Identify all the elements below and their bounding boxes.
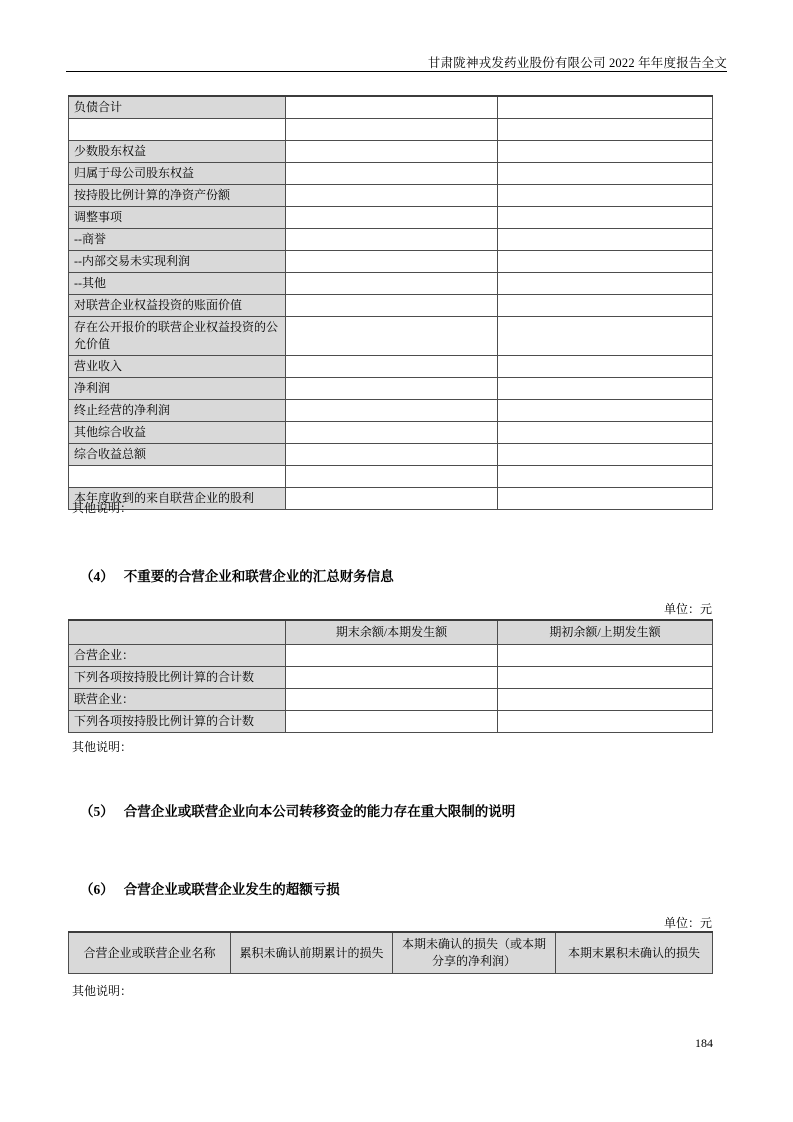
report-header-title: 甘肃陇神戎发药业股份有限公司 2022 年年度报告全文 [427,56,727,70]
value-cell [286,96,498,119]
row-label: 合营企业： [69,645,286,667]
row-label: 按持股比例计算的净资产份额 [69,185,286,207]
row-label: 存在公开报价的联营企业权益投资的公允价值 [69,317,286,356]
table-row [69,96,713,119]
value-cell [286,711,498,733]
table-row [69,295,713,317]
row-label: 终止经营的净利润 [69,400,286,422]
value-cell [286,689,498,711]
value-cell [286,273,498,295]
section-number: （5） [80,804,114,819]
row-label [69,119,286,141]
value-cell [498,207,713,229]
row-label: 营业收入 [69,356,286,378]
value-cell [498,185,713,207]
value-cell [286,378,498,400]
row-label: 综合收益总额 [69,444,286,466]
value-cell [286,317,498,356]
section-heading-4 [80,565,394,585]
row-label: 对联营企业权益投资的账面价值 [69,295,286,317]
header-cell: 期初余额/上期发生额 [498,620,713,645]
value-cell [498,356,713,378]
value-cell [498,444,713,466]
other-note-label: 其他说明： [72,984,133,998]
header-cell: 本期末累积未确认的损失 [556,932,713,974]
value-cell [498,689,713,711]
value-cell [286,141,498,163]
value-cell [286,207,498,229]
table-row [69,229,713,251]
associates-summary-financials-table [68,95,713,510]
header-cell: 累积未确认前期累计的损失 [231,932,393,974]
value-cell [286,251,498,273]
row-label: 负债合计 [69,96,286,119]
value-cell [498,295,713,317]
value-cell [286,229,498,251]
other-note-label: 其他说明： [72,501,133,515]
value-cell [286,488,498,510]
header-cell: 本期未确认的损失（或本期分享的净利润） [393,932,556,974]
value-cell [286,163,498,185]
table-row [69,400,713,422]
value-cell [498,96,713,119]
row-label: 净利润 [69,378,286,400]
value-cell [286,119,498,141]
row-label: 本年度收到的来自联营企业的股利 [69,488,286,510]
section-title: 合营企业或联营企业发生的超额亏损 [123,882,340,897]
section-title: 不重要的合营企业和联营企业的汇总财务信息 [123,569,394,584]
section-title: 合营企业或联营企业向本公司转移资金的能力存在重大限制的说明 [123,804,516,819]
row-label: 调整事项 [69,207,286,229]
value-cell [498,645,713,667]
table-row [69,422,713,444]
table-row [69,488,713,510]
row-label: --商誉 [69,229,286,251]
table-row [69,317,713,356]
table-row [69,356,713,378]
value-cell [286,466,498,488]
value-cell [498,163,713,185]
row-label: 下列各项按持股比例计算的合计数 [69,667,286,689]
value-cell [286,422,498,444]
value-cell [498,229,713,251]
value-cell [286,356,498,378]
table-row [69,689,713,711]
value-cell [286,645,498,667]
excess-losses-table [68,931,713,974]
row-label: --其他 [69,273,286,295]
section-number: （6） [80,882,114,897]
header-divider [66,71,727,72]
value-cell [498,273,713,295]
value-cell [498,317,713,356]
value-cell [498,466,713,488]
value-cell [498,711,713,733]
value-cell [286,444,498,466]
summary-financial-info-table [68,619,713,733]
value-cell [286,400,498,422]
table-row [69,667,713,689]
value-cell [286,667,498,689]
value-cell [286,295,498,317]
unit-label: 单位：元 [663,602,712,616]
row-label: 联营企业： [69,689,286,711]
value-cell [498,251,713,273]
table-row [69,378,713,400]
header-cell-empty [69,620,286,645]
table-row [69,273,713,295]
table-row [69,119,713,141]
value-cell [286,185,498,207]
row-label: 少数股东权益 [69,141,286,163]
table-row [69,163,713,185]
table-row [69,444,713,466]
row-label: --内部交易未实现利润 [69,251,286,273]
value-cell [498,378,713,400]
header-cell: 期末余额/本期发生额 [286,620,498,645]
table-row [69,711,713,733]
row-label: 归属于母公司股东权益 [69,163,286,185]
table-row [69,207,713,229]
section-heading-6 [80,878,340,898]
table-row [69,645,713,667]
row-label: 其他综合收益 [69,422,286,444]
value-cell [498,119,713,141]
table-row [69,466,713,488]
value-cell [498,422,713,444]
table-row [69,251,713,273]
page-number: 184 [695,1036,713,1050]
other-note-label: 其他说明： [72,740,133,754]
section-number: （4） [80,569,114,584]
section-heading-5 [80,800,515,820]
value-cell [498,667,713,689]
value-cell [498,141,713,163]
value-cell [498,400,713,422]
unit-label: 单位：元 [663,916,712,930]
value-cell [498,488,713,510]
table-row [69,141,713,163]
row-label [69,466,286,488]
table-row [69,185,713,207]
table-header-row [69,932,713,974]
row-label: 下列各项按持股比例计算的合计数 [69,711,286,733]
table-header-row [69,620,713,645]
header-cell: 合营企业或联营企业名称 [69,932,231,974]
